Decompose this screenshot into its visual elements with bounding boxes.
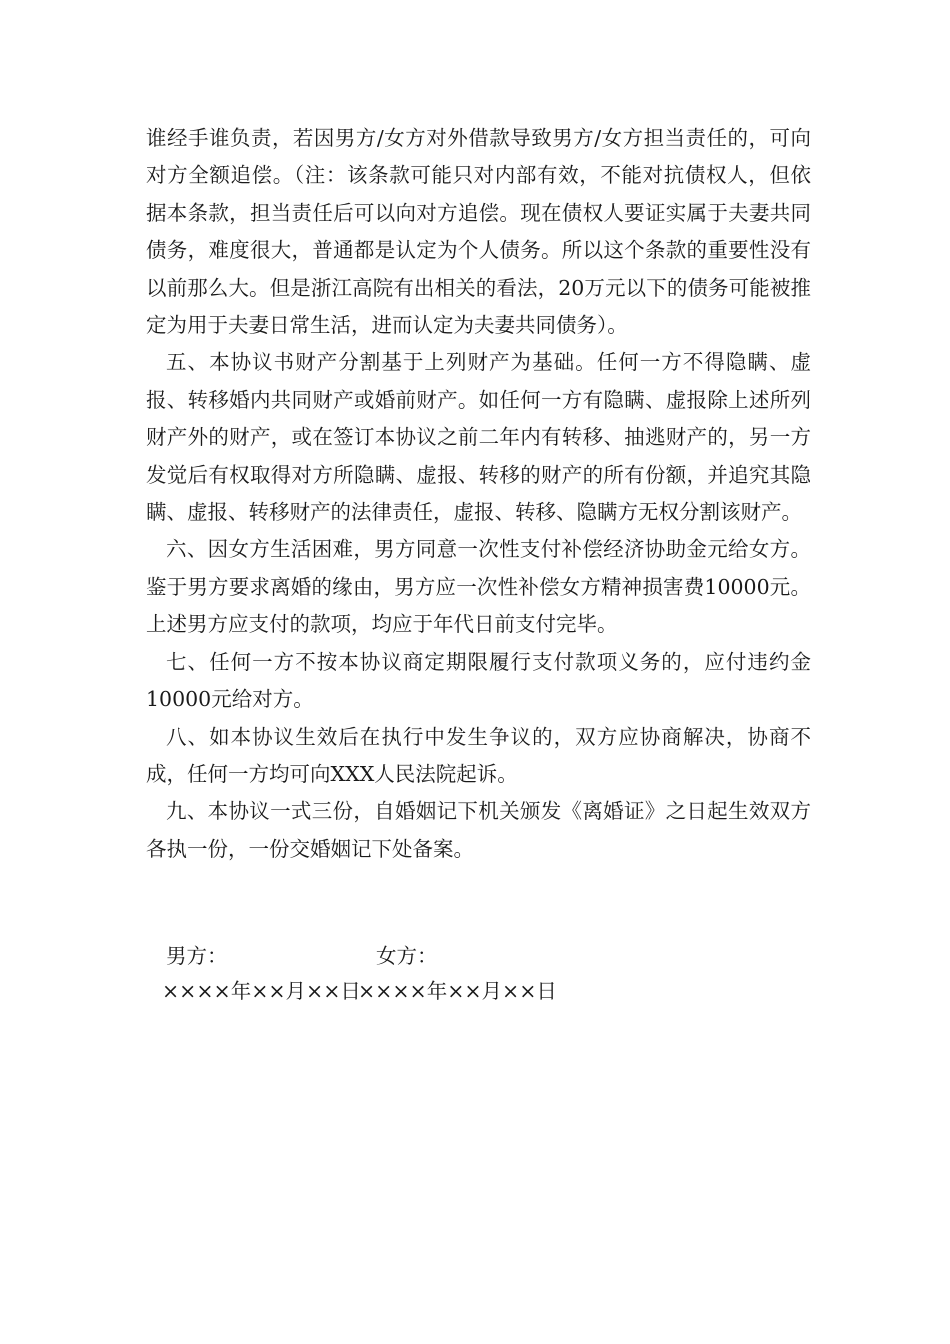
paragraph-article-6: 六、因女方生活困难，男方同意一次性支付补偿经济协助金元给女方。鉴于男方要求离婚的缘由，男方应一次性补偿女方精神损害费10000元。上述男方应支付的款项，均应于年代日前支付完毕。 [146, 537, 811, 637]
paragraph-debt-clause-continued: 谁经手谁负责，若因男方/女方对外借款导致男方/女方担当责任的，可向对方全额追偿。（注：该条款可能只对内部有效，不能对抗债权人，但依据本条款，担当责任后可以向对方追偿。现在债权人要证实属于夫妻共同债务，难度很大，普通都是认定为个人债务。所以这个条款的重要性没有以前那么大。但是浙江高院有出相关的看法，20万元以下的债务可能被推定为用于夫妻日常生活，进而认定为夫妻共同债务）。 [146, 126, 811, 338]
paragraph-article-8: 八、如本协议生效后在执行中发生争议的，双方应协商解决，协商不成，任何一方均可向XXX人民法院起诉。 [146, 724, 811, 786]
paragraph-article-5: 五、本协议书财产分割基于上列财产为基础。任何一方不得隐瞒、虚报、转移婚内共同财产或婚前财产。如任何一方有隐瞒、虚报除上述所列财产外的财产，或在签订本协议之前二年内有转移、抽逃财产的，另一方发觉后有权取得对方所隐瞒、虚报、转移的财产的所有份额，并追究其隐瞒、虚报、转移财产的法律责任，虚报、转移、隐瞒方无权分割该财产。 [146, 350, 811, 525]
paragraph-article-9: 九、本协议一式三份，自婚姻记下机关颁发《离婚证》之日起生效双方各执一份，一份交婚姻记下处备案。 [146, 799, 811, 861]
female-party-label: 女方： [376, 944, 438, 968]
paragraph-article-7: 七、任何一方不按本协议商定期限履行支付款项义务的，应付违约金10000元给对方。 [146, 649, 811, 712]
male-sign-date: ××××年××月××日 [162, 979, 361, 1003]
document-body [146, 120, 811, 868]
female-sign-date: ××××年××月××日 [358, 979, 557, 1003]
male-party-label: 男方： [166, 944, 228, 968]
